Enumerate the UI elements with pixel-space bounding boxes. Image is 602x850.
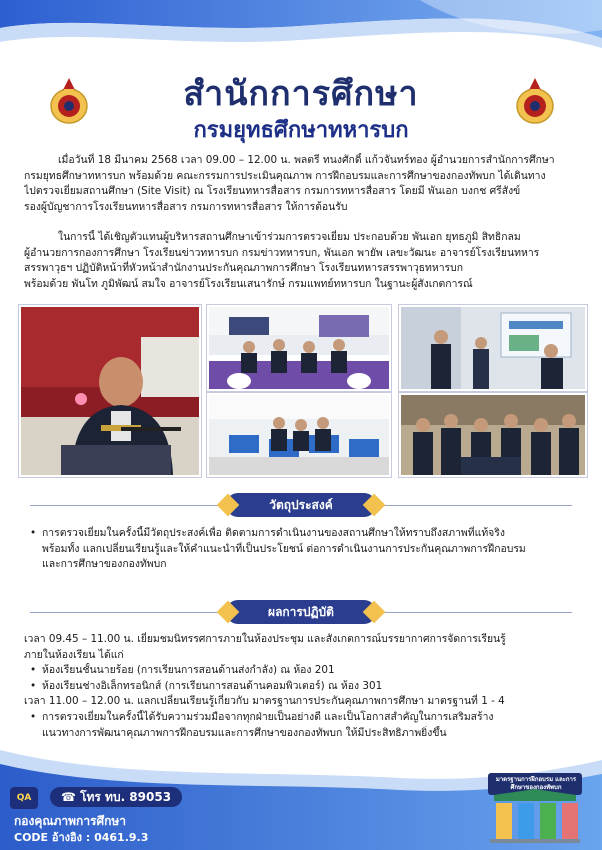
photo-officer-group bbox=[399, 393, 587, 477]
photo-meeting-room bbox=[207, 305, 391, 391]
summary-line: แนวทางการพัฒนาคุณภาพการฝึกอบรมและการศึกษาของกองทัพบก ให้มีประสิทธิภาพยิ่งขึ้น bbox=[42, 726, 447, 739]
room-item: • ห้องเรียนชั้นนายร้อย (การเรียนการสอนด้านส่งกำลัง) ณ ห้อง 201 bbox=[24, 663, 584, 679]
qa-badge: QA bbox=[10, 787, 38, 809]
office-name: กองคุณภาพการศึกษา bbox=[14, 814, 127, 828]
results-heading bbox=[226, 600, 376, 624]
standards-banner-text: มาตรฐานการฝึกอบรม และการศึกษาของกองทัพบก bbox=[495, 776, 577, 791]
diamond-icon bbox=[363, 601, 386, 624]
results-line: เวลา 11.00 – 12.00 น. แลกเปลี่ยนเรียนรู้เกี่ยวกับ มาตรฐานการประกันคุณภาพการศึกษา มาตรฐานที่ 1 - 4 bbox=[24, 695, 505, 708]
room-item: • ห้องเรียนช่างอิเล็กทรอนิกส์ (การเรียนการสอนด้านคอมพิวเตอร์) ณ ห้อง 301 bbox=[24, 679, 584, 695]
objective-line: และการศึกษาของกองทัพบก bbox=[42, 558, 167, 571]
summary-line: • การตรวจเยี่ยมในครั้งนี้ได้รับความร่วมมือจากทุกฝ่ายเป็นอย่างดี และเป็นโอกาสสำคัญในการเสริมสร้าง bbox=[24, 710, 584, 726]
phone-badge bbox=[50, 787, 182, 807]
diamond-icon bbox=[217, 601, 240, 624]
objective-line: พร้อมทั้ง แลกเปลี่ยนเรียนรู้และให้คำแนะนำที่เป็นประโยชน์ ต่อการดำเนินงานการประกันคุณภาพการฝึกอบรม bbox=[42, 542, 526, 555]
text-line: สรรพาวุธฯ ปฏิบัติหน้าที่หัวหน้าสำนักงานประกันคุณภาพการศึกษา โรงเรียนทหารสรรพาวุธทหารบก bbox=[24, 262, 463, 275]
objective-heading bbox=[226, 493, 376, 517]
text-line: รองผู้บัญชาการโรงเรียนทหารสื่อสาร กรมการทหารสื่อสาร ให้การต้อนรับ bbox=[24, 200, 348, 213]
photo-computer-lab bbox=[207, 393, 391, 477]
page-title: สำนักการศึกษา bbox=[183, 74, 419, 114]
results-heading-text: ผลการปฏิบัติ bbox=[268, 605, 334, 619]
text-line: พร้อมด้วย พันโท ภูมิพัฒน์ สมใจ อาจารย์โรงเรียนเสนารักษ์ กรมแพทย์ทหารบก ในฐานะผู้สังเกตการณ์ bbox=[24, 277, 473, 290]
photo-collage bbox=[19, 305, 584, 475]
phone-icon: ☎ bbox=[60, 790, 81, 804]
photo-officer-speaking bbox=[19, 305, 201, 477]
objective-line: • การตรวจเยี่ยมในครั้งนี้มีวัตถุประสงค์เพื่อ ติดตามการดำเนินงานของสถานศึกษาให้ทราบถึงสภาพที่แท้จริง bbox=[24, 526, 584, 542]
intro-paragraph-1 bbox=[24, 153, 580, 215]
text-line: เมื่อวันที่ 18 มีนาคม 2568 เวลา 09.00 – 12.00 น. พลตรี ทนงศักดิ์ แก้วจันทร์ทอง ผู้อำนวยการสำนักการศึกษา bbox=[58, 154, 555, 166]
diamond-icon bbox=[363, 494, 386, 517]
results-line: ภายในห้องเรียน ได้แก่ bbox=[24, 648, 124, 661]
text-line: กรมยุทธศึกษาทหารบก พร้อมด้วย คณะกรรมการประเมินคุณภาพ การฝึกอบรมและการศึกษาของกองทัพบก ได้เดินทาง bbox=[24, 169, 546, 182]
diamond-icon bbox=[217, 494, 240, 517]
text-line: ไปตรวจเยี่ยมสถานศึกษา (Site Visit) ณ โรงเรียนทหารสื่อสาร กรมการทหารสื่อสาร โดยมี พันเอก บงกช ศรีสังข์ bbox=[24, 185, 521, 198]
phone-number: โทร ทบ. 89053 bbox=[80, 790, 172, 804]
intro-paragraph-2 bbox=[24, 230, 580, 292]
objective-heading-text: วัตถุประสงค์ bbox=[269, 498, 333, 512]
results-line: เวลา 09.45 – 11.00 น. เยี่ยมชมนิทรรศการภายในห้องประชุม และสังเกตการณ์บรรยากาศการจัดการเรียนรู้ bbox=[24, 633, 506, 645]
objective-text bbox=[24, 526, 584, 573]
reference-code: CODE อ้างอิง : 0461.9.3 bbox=[14, 831, 149, 844]
page-subtitle: กรมยุทธศึกษาทหารบก bbox=[193, 118, 409, 143]
text-line: ผู้อำนวยการกองการศึกษา โรงเรียนข่าวทหารบก กรมข่าวทหารบก, พันเอก พายัพ เลขะวัฒนะ อาจารย์โรงเรียนทหาร bbox=[24, 246, 540, 259]
text-line: ในการนี้ ได้เชิญตัวแทนผู้บริหารสถานศึกษาเข้าร่วมการตรวจเยี่ยม ประกอบด้วย พันเอก ยุทธภูมิ สิทธิกลม bbox=[58, 231, 521, 243]
photo-presentation bbox=[399, 305, 587, 391]
